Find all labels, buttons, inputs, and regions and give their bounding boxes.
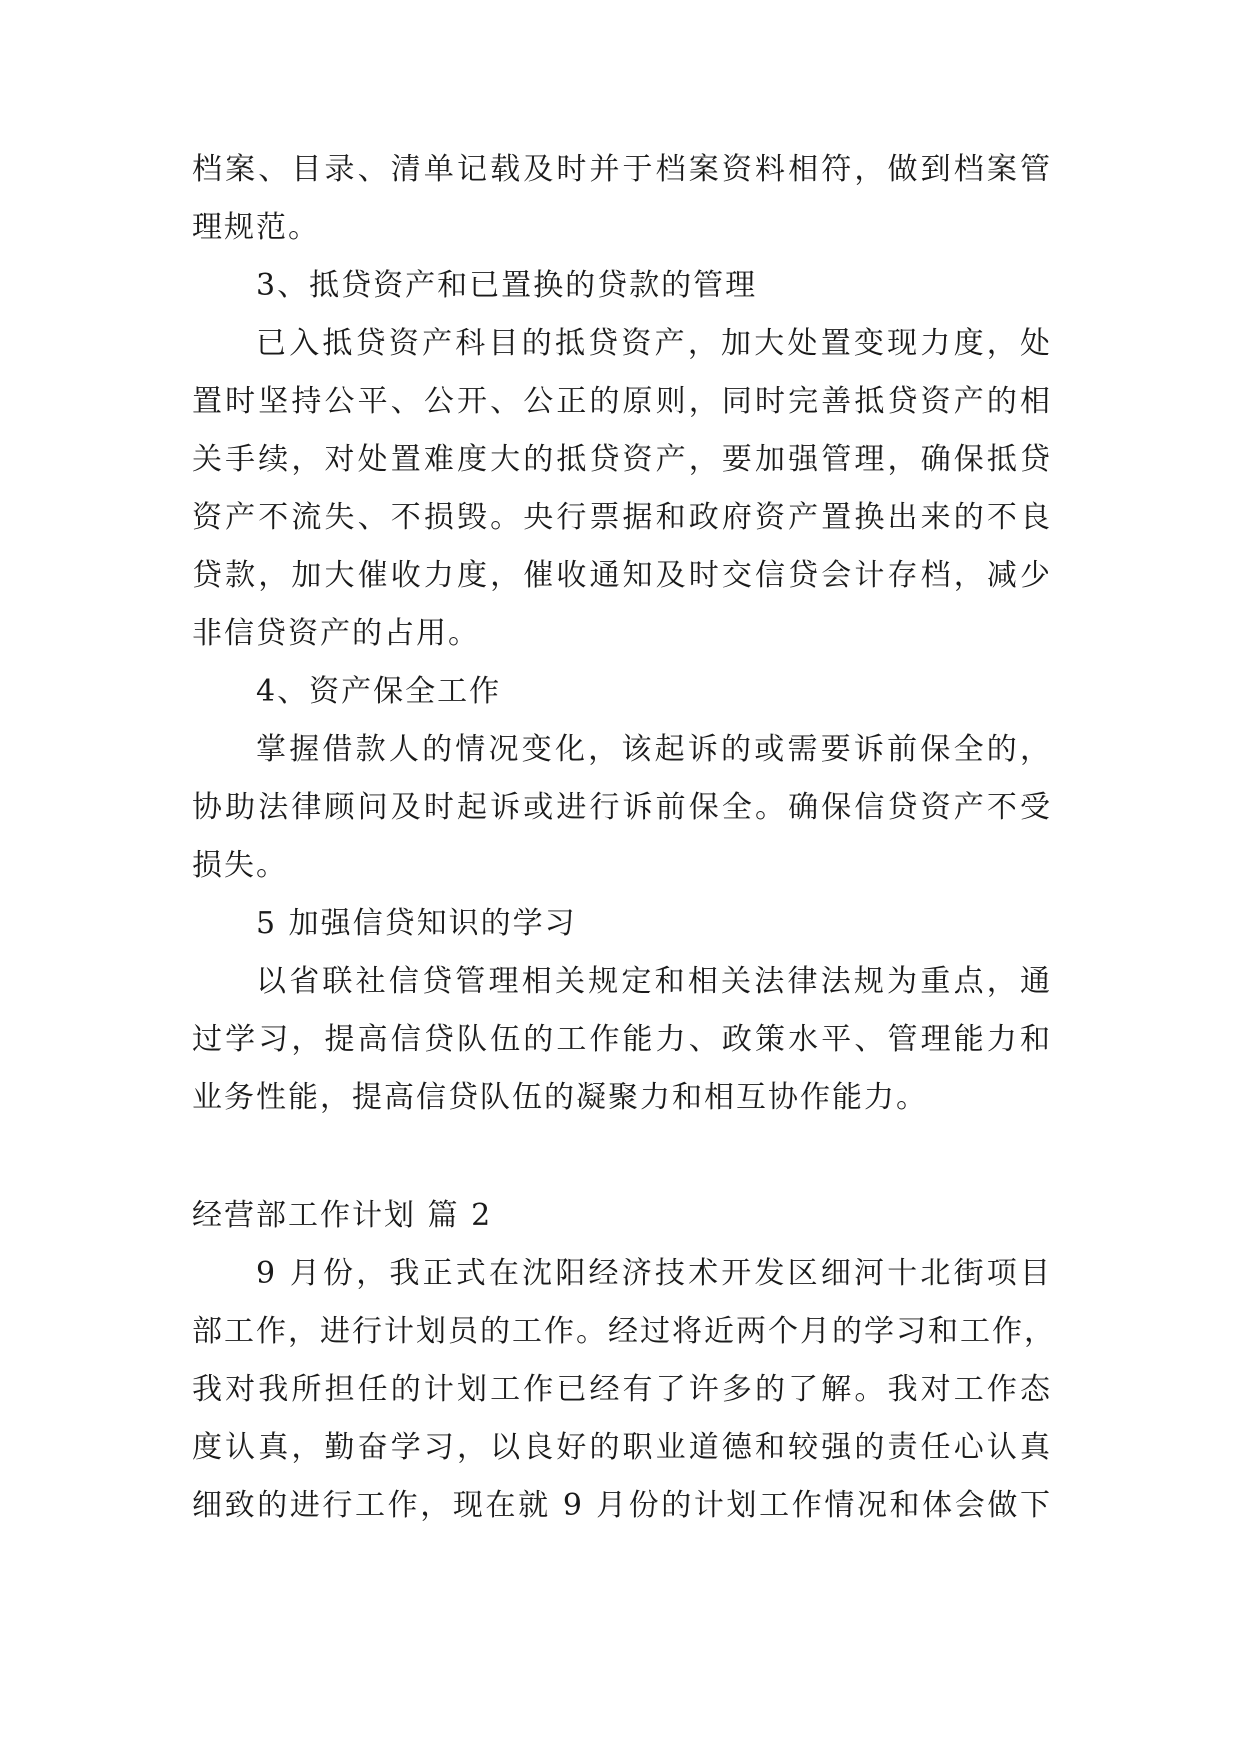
body-line: 损失。 bbox=[192, 848, 288, 883]
body-line: 协助法律顾问及时起诉或进行诉前保全。确保信贷资产不受 bbox=[192, 790, 1052, 825]
body-line: 关手续，对处置难度大的抵贷资产，要加强管理，确保抵贷 bbox=[192, 442, 1052, 477]
section-heading: 5 加强信贷知识的学习 bbox=[256, 906, 577, 941]
section-heading: 4、资产保全工作 bbox=[256, 674, 502, 709]
body-line: 理规范。 bbox=[192, 210, 320, 245]
body-line: 度认真，勤奋学习，以良好的职业道德和较强的责任心认真 bbox=[192, 1430, 1052, 1465]
article-title: 经营部工作计划 篇 2 bbox=[192, 1198, 493, 1233]
body-line: 细致的进行工作，现在就 9 月份的计划工作情况和体会做下 bbox=[192, 1488, 1052, 1523]
body-line: 掌握借款人的情况变化，该起诉的或需要诉前保全的， bbox=[256, 732, 1052, 767]
body-line: 置时坚持公平、公开、公正的原则，同时完善抵贷资产的相 bbox=[192, 384, 1052, 419]
section-heading: 3、抵贷资产和已置换的贷款的管理 bbox=[256, 268, 758, 303]
body-line: 贷款，加大催收力度，催收通知及时交信贷会计存档，减少 bbox=[192, 558, 1052, 593]
body-line: 以省联社信贷管理相关规定和相关法律法规为重点，通 bbox=[256, 964, 1052, 999]
body-line: 部工作，进行计划员的工作。经过将近两个月的学习和工作， bbox=[192, 1314, 1056, 1349]
body-line: 过学习，提高信贷队伍的工作能力、政策水平、管理能力和 bbox=[192, 1022, 1052, 1057]
body-line: 非信贷资产的占用。 bbox=[192, 616, 480, 651]
body-line: 我对我所担任的计划工作已经有了许多的了解。我对工作态 bbox=[192, 1372, 1052, 1407]
body-line: 资产不流失、不损毁。央行票据和政府资产置换出来的不良 bbox=[192, 500, 1052, 535]
body-line: 已入抵贷资产科目的抵贷资产，加大处置变现力度，处 bbox=[256, 326, 1052, 361]
body-line: 9 月份，我正式在沈阳经济技术开发区细河十北街项目 bbox=[256, 1256, 1052, 1291]
body-line: 业务性能，提高信贷队伍的凝聚力和相互协作能力。 bbox=[192, 1080, 928, 1115]
body-line: 档案、目录、清单记载及时并于档案资料相符，做到档案管 bbox=[192, 152, 1052, 187]
